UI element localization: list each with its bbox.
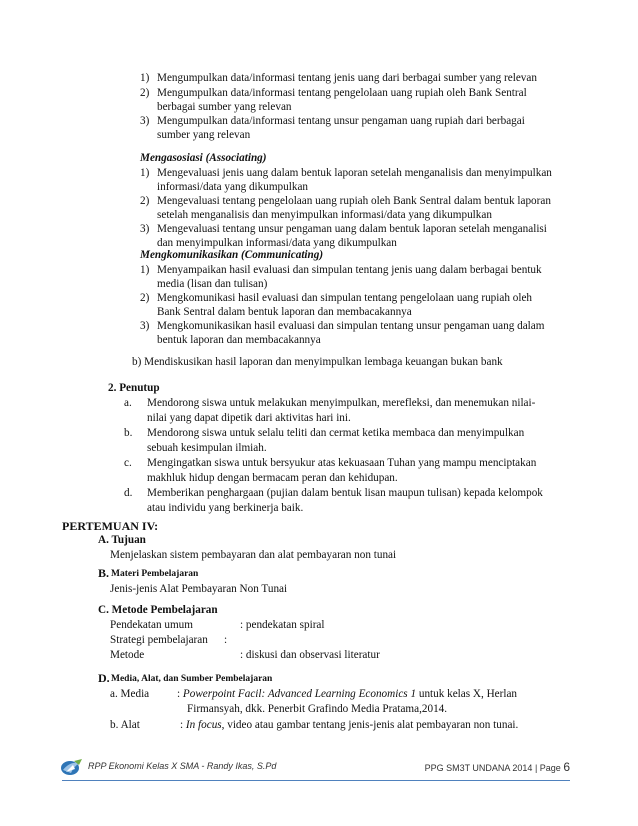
list-number: 3) <box>140 320 150 332</box>
footer-left-text: RPP Ekonomi Kelas X SMA - Randy Ikas, S.Pd <box>88 761 277 771</box>
list-text: informasi/data yang dikumpulkan <box>157 181 308 193</box>
metode-heading: C. Metode Pembelajaran <box>98 604 218 616</box>
list-text: Bank Sentral dalam bentuk laporan dan membacakannya <box>157 306 412 318</box>
colon: : <box>180 719 184 731</box>
list-text: dan menyimpulkan informasi/data yang dikumpulkan <box>157 237 397 249</box>
tool-rest: , video atau gambar tentang jenis-jenis alat pembayaran non tunai. <box>221 719 519 731</box>
media-title: Powerpoint Facil: Advanced Learning Economics 1 <box>182 688 417 700</box>
list-text: Mengingatkan siswa untuk bersyukur atas kekuasaan Tuhan yang mampu menciptakan <box>147 457 537 469</box>
section-heading: Mengasosiasi (Associating) <box>140 152 267 164</box>
list-text: Mengevaluasi jenis uang dalam bentuk laporan setelah menganalisis dan menyimpulkan <box>157 167 552 179</box>
list-text: Memberikan penghargaan (pujian dalam bentuk lisan maupun tulisan) kepada kelompok <box>147 487 543 499</box>
section-heading: Mengkomunikasikan (Communicating) <box>140 249 324 261</box>
materi-letter: B. <box>98 566 110 580</box>
media-a-line2: Firmansyah, dkk. Penerbit Grafindo Media Pratama,2014. <box>187 703 448 715</box>
list-text: nilai yang dapat dipetik dari aktivitas hari ini. <box>147 412 351 424</box>
media-b-label: b. Alat <box>110 719 140 731</box>
page-number: 6 <box>563 760 570 774</box>
list-number: d. <box>124 487 133 499</box>
list-number: a. <box>124 397 132 409</box>
footer-right-text: PPG SM3T UNDANA 2014 | Page <box>424 763 564 773</box>
media-heading: Media, Alat, dan Sumber Pembelajaran <box>111 674 273 684</box>
list-text: Mengevaluasi tentang pengelolaan uang rupiah oleh Bank Sentral dalam bentuk laporan <box>157 195 551 207</box>
metode-value: : diskusi dan observasi literatur <box>240 649 380 661</box>
list-text: Mengevaluasi tentang unsur pengaman uang dalam bentuk laporan setelah menganalisi <box>157 223 547 235</box>
media-b-line <box>180 719 518 732</box>
list-number: 2) <box>140 87 150 99</box>
metode-label: Metode <box>110 649 145 661</box>
metode-label: Strategi pembelajaran <box>110 634 208 646</box>
footer-divider <box>62 780 570 781</box>
list-text: Mendorong siswa untuk selalu teliti dan cermat ketika membaca dan menyimpulkan <box>147 427 525 439</box>
footer-right <box>425 760 570 774</box>
metode-label: Pendekatan umum <box>110 619 193 631</box>
list-number: 3) <box>140 223 150 235</box>
list-text: makhluk hidup dengan bermacam peran dan kehidupan. <box>147 472 398 484</box>
list-number: 3) <box>140 115 150 127</box>
list-number: 1) <box>140 264 150 276</box>
list-text: berbagai sumber yang relevan <box>157 101 292 113</box>
tool-name: In focus <box>185 719 222 731</box>
institution-logo-icon <box>60 757 84 777</box>
tujuan-heading: A. Tujuan <box>98 534 146 546</box>
media-rest: untuk kelas X, Herlan <box>416 688 518 700</box>
list-text: atau individu yang berkinerja baik. <box>147 502 304 514</box>
list-text: Mengumpulkan data/informasi tentang unsur pengaman uang rupiah dari berbagai <box>157 115 525 127</box>
section-heading: 2. Penutup <box>108 382 160 394</box>
media-a-line1 <box>177 688 517 701</box>
metode-value: : <box>224 634 228 646</box>
colon: : <box>177 688 181 700</box>
list-text: Mengkomunikasi hasil evaluasi dan simpulan tentang pengelolaan uang rupiah oleh <box>157 292 532 304</box>
materi-text: Jenis-jenis Alat Pembayaran Non Tunai <box>110 583 288 595</box>
list-number: b. <box>124 427 133 439</box>
list-number: 2) <box>140 195 150 207</box>
materi-heading: Materi Pembelajaran <box>111 569 199 579</box>
list-text: setelah menganalisis dan menyimpulkan informasi/data yang dikumpulkan <box>157 209 492 221</box>
tujuan-text: Menjelaskan sistem pembayaran dan alat pembayaran non tunai <box>110 549 397 561</box>
list-text: Mengumpulkan data/informasi tentang pengelolaan uang rupiah oleh Bank Sentral <box>157 87 527 99</box>
list-text: media (lisan dan tulisan) <box>157 278 268 290</box>
media-a-label: a. Media <box>110 688 150 700</box>
list-number: 1) <box>140 167 150 179</box>
meeting-heading: PERTEMUAN IV: <box>62 519 159 533</box>
list-text: Mengumpulkan data/informasi tentang jenis uang dari berbagai sumber yang relevan <box>157 72 537 84</box>
item-b-text: b) Mendiskusikan hasil laporan dan menyimpulkan lembaga keuangan bukan bank <box>132 356 503 368</box>
list-text: Mengkomunikasikan hasil evaluasi dan simpulan tentang unsur pengaman uang dalam <box>157 320 545 332</box>
metode-value: : pendekatan spiral <box>240 619 325 631</box>
list-text: bentuk laporan dan membacakannya <box>157 334 321 346</box>
list-text: sebuah kesimpulan ilmiah. <box>147 442 267 454</box>
media-letter: D. <box>98 671 110 685</box>
list-number: c. <box>124 457 132 469</box>
list-text: Menyampaikan hasil evaluasi dan simpulan tentang jenis uang dalam berbagai bentuk <box>157 264 542 276</box>
list-number: 2) <box>140 292 150 304</box>
list-number: 1) <box>140 72 150 84</box>
list-text: Mendorong siswa untuk melakukan menyimpulkan, merefleksi, dan menemukan nilai- <box>147 397 536 409</box>
list-text: sumber yang relevan <box>157 129 251 141</box>
page-footer <box>60 757 570 779</box>
